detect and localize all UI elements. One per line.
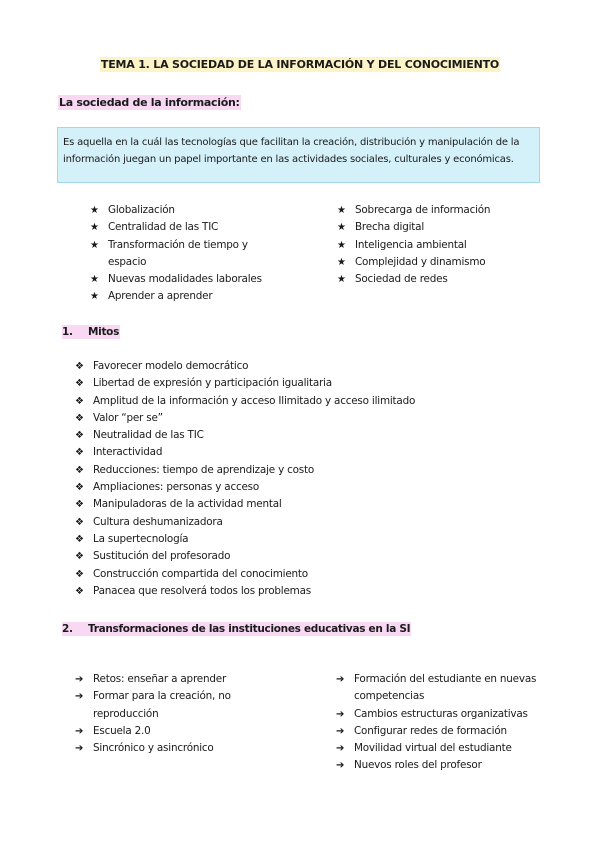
star-bullet-icon: ★ <box>337 205 346 216</box>
star-bullet-icon: ★ <box>337 274 346 286</box>
list-item: ★ Nuevas modalidades laborales <box>90 271 265 288</box>
diamond-bullet-icon: ❖ <box>75 361 84 372</box>
arrow-bullet-icon: ➔ <box>75 674 84 685</box>
diamond-bullet-icon: ❖ <box>75 585 84 597</box>
list-item: ❖ Manipuladoras de la actividad mental <box>75 496 535 513</box>
section-heading-transformaciones <box>62 622 411 636</box>
star-bullet-icon: ★ <box>90 239 99 251</box>
page-title-text: TEMA 1. LA SOCIEDAD DE LA INFORMACIÓN Y DEL CONOCIMIENTO <box>100 58 500 71</box>
arrow-bullet-icon: ➔ <box>336 674 345 685</box>
arrow-bullet-icon: ➔ <box>336 743 345 755</box>
diamond-bullet-icon: ❖ <box>75 482 84 494</box>
star-bullet-icon: ★ <box>337 256 346 268</box>
list-item: ★ Brecha digital <box>337 219 557 236</box>
arrow-bullet-icon: ➔ <box>336 760 345 772</box>
diamond-bullet-icon: ❖ <box>75 516 84 528</box>
star-bullet-icon: ★ <box>90 291 99 303</box>
diamond-bullet-icon: ❖ <box>75 447 84 459</box>
list-item: ❖ Cultura deshumanizadora <box>75 514 535 531</box>
list-item: ★ Sociedad de redes <box>337 271 557 288</box>
list-item: ❖ Sustitución del profesorado <box>75 548 535 565</box>
star-bullet-icon: ★ <box>337 239 346 251</box>
list-item: ➔ Movilidad virtual del estudiante <box>336 740 546 757</box>
list-item: ❖ Neutralidad de las TIC <box>75 427 535 444</box>
transformaciones-list-left <box>75 671 260 757</box>
arrow-bullet-icon: ➔ <box>336 708 345 720</box>
diamond-bullet-icon: ❖ <box>75 395 84 407</box>
list-item: ❖ Favorecer modelo democrático <box>75 358 535 375</box>
diamond-bullet-icon: ❖ <box>75 499 84 511</box>
arrow-bullet-icon: ➔ <box>336 725 345 737</box>
section-title: Transformaciones de las instituciones educativas en la SI <box>88 623 411 635</box>
diamond-bullet-icon: ❖ <box>75 412 84 424</box>
list-item: ❖ Valor “per se” <box>75 410 535 427</box>
characteristics-list-left <box>90 202 265 306</box>
section-number: 1. <box>62 325 87 339</box>
list-item: ❖ Panacea que resolverá todos los problemas <box>75 583 535 600</box>
list-item: ★ Transformación de tiempo y espacio <box>90 238 248 268</box>
list-item: ❖ La supertecnología <box>75 531 535 548</box>
list-item: ➔ Retos: enseñar a aprender <box>75 671 260 688</box>
diamond-bullet-icon: ❖ <box>75 533 84 545</box>
list-item: ❖ Ampliaciones: personas y acceso <box>75 479 535 496</box>
mitos-list <box>75 358 535 600</box>
arrow-bullet-icon: ➔ <box>75 691 84 703</box>
page-title <box>0 58 600 71</box>
definition-box <box>57 127 540 183</box>
list-item: ❖ Libertad de expresión y participación igualitaria <box>75 375 535 392</box>
diamond-bullet-icon: ❖ <box>75 551 84 563</box>
diamond-bullet-icon: ❖ <box>75 464 84 476</box>
list-item: ➔ Formación del estudiante en nuevas competencias <box>336 673 537 703</box>
list-item: ➔ Formar para la creación, no reproducción <box>75 690 231 720</box>
list-item: ➔ Configurar redes de formación <box>336 723 546 740</box>
list-item: ★ Sobrecarga de información <box>337 202 557 219</box>
star-bullet-icon: ★ <box>90 222 99 234</box>
list-item: ★ Complejidad y dinamismo <box>337 254 557 271</box>
diamond-bullet-icon: ❖ <box>75 568 84 580</box>
list-item: ★ Inteligencia ambiental <box>337 237 557 254</box>
arrow-bullet-icon: ➔ <box>75 743 84 755</box>
section-number: 2. <box>62 622 87 636</box>
subtitle-text: La sociedad de la información: <box>59 96 240 109</box>
list-item: ★ Aprender a aprender <box>90 288 265 305</box>
diamond-bullet-icon: ❖ <box>75 430 84 442</box>
diamond-bullet-icon: ❖ <box>75 378 84 390</box>
star-bullet-icon: ★ <box>90 205 99 216</box>
list-item: ➔ Nuevos roles del profesor <box>336 757 546 774</box>
transformaciones-list-right <box>336 671 546 775</box>
definition-text: Es aquella en la cuál las tecnologías que facilitan la creación, distribución y manipulación de la información juegan un papel importante en las actividades sociales, culturales y económicas. <box>63 137 520 165</box>
characteristics-list-right <box>337 202 557 288</box>
list-item: ❖ Construcción compartida del conocimiento <box>75 566 535 583</box>
list-item: ➔ Sincrónico y asincrónico <box>75 740 260 757</box>
star-bullet-icon: ★ <box>337 222 346 234</box>
section-heading-mitos <box>62 325 120 339</box>
arrow-bullet-icon: ➔ <box>75 725 84 737</box>
list-item: ★ Centralidad de las TIC <box>90 219 265 236</box>
list-item: ❖ Amplitud de la información y acceso Ilimitado y acceso ilimitado <box>75 393 535 410</box>
list-item: ❖ Reducciones: tiempo de aprendizaje y costo <box>75 462 535 479</box>
list-item: ❖ Interactividad <box>75 444 535 461</box>
list-item: ➔ Cambios estructuras organizativas <box>336 706 546 723</box>
section-title: Mitos <box>88 326 120 338</box>
list-item: ★ Globalización <box>90 202 265 219</box>
section-subtitle <box>58 96 241 109</box>
list-item: ➔ Escuela 2.0 <box>75 723 260 740</box>
star-bullet-icon: ★ <box>90 274 99 286</box>
